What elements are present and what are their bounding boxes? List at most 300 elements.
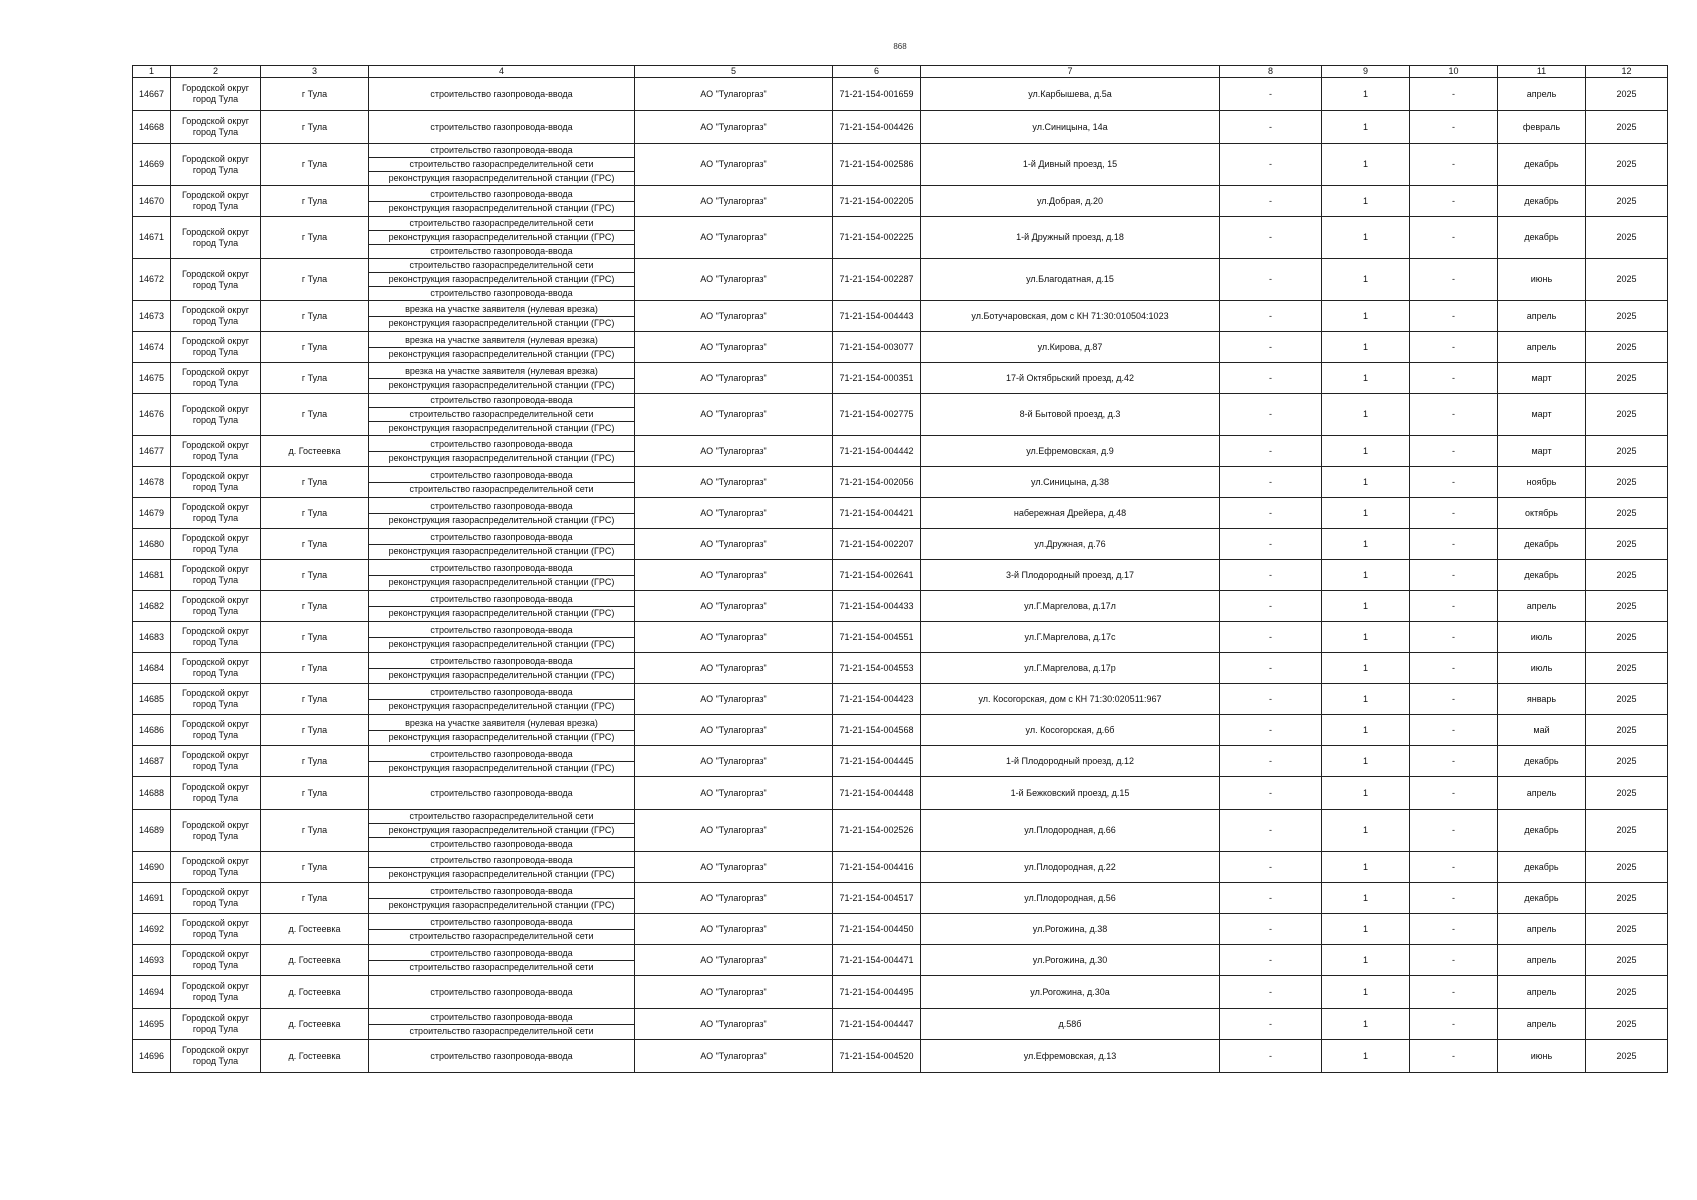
- table-row: [133, 529, 1668, 560]
- column-8-cell: -: [1220, 186, 1322, 217]
- address-cell: 8-й Бытовой проезд, д.3: [921, 394, 1220, 436]
- column-10-cell: -: [1410, 777, 1498, 810]
- year-cell: 2025: [1586, 1009, 1668, 1040]
- application-code-cell: 71-21-154-002287: [833, 259, 921, 301]
- month-cell: декабрь: [1498, 217, 1586, 259]
- application-code-cell: 71-21-154-002526: [833, 810, 921, 852]
- application-code-cell: 71-21-154-002775: [833, 394, 921, 436]
- column-header-8: 8: [1220, 66, 1322, 78]
- works-list: [369, 1050, 634, 1063]
- address-cell: ул.Плодородная, д.56: [921, 883, 1220, 914]
- row-number-cell: 14679: [133, 498, 171, 529]
- table-row: [133, 591, 1668, 622]
- municipality-cell: Городской округ город Тула: [171, 945, 261, 976]
- organization-cell: АО "Тулагоргаз": [635, 498, 833, 529]
- column-8-cell: -: [1220, 715, 1322, 746]
- row-number-cell: 14672: [133, 259, 171, 301]
- row-number-cell: 14689: [133, 810, 171, 852]
- municipality-cell: Городской округ город Тула: [171, 144, 261, 186]
- works-list: [369, 593, 634, 620]
- municipality-cell: Городской округ город Тула: [171, 883, 261, 914]
- application-code-cell: 71-21-154-004495: [833, 976, 921, 1009]
- locality-cell: г Тула: [261, 186, 369, 217]
- locality-cell: г Тула: [261, 144, 369, 186]
- column-9-cell: 1: [1322, 914, 1410, 945]
- row-number-cell: 14673: [133, 301, 171, 332]
- row-number-cell: 14691: [133, 883, 171, 914]
- work-item: реконструкция газораспределительной станции (ГРС): [369, 824, 634, 838]
- works-list: [369, 469, 634, 496]
- row-number-cell: 14680: [133, 529, 171, 560]
- year-cell: 2025: [1586, 259, 1668, 301]
- address-cell: 1-й Дивный проезд, 15: [921, 144, 1220, 186]
- column-10-cell: -: [1410, 186, 1498, 217]
- column-9-cell: 1: [1322, 111, 1410, 144]
- municipality-cell: Городской округ город Тула: [171, 560, 261, 591]
- works-cell: [369, 883, 635, 914]
- column-8-cell: -: [1220, 394, 1322, 436]
- column-8-cell: -: [1220, 746, 1322, 777]
- application-code-cell: 71-21-154-002586: [833, 144, 921, 186]
- column-10-cell: -: [1410, 363, 1498, 394]
- column-9-cell: 1: [1322, 777, 1410, 810]
- year-cell: 2025: [1586, 498, 1668, 529]
- column-10-cell: -: [1410, 653, 1498, 684]
- row-number-cell: 14683: [133, 622, 171, 653]
- row-number-cell: 14693: [133, 945, 171, 976]
- application-code-cell: 71-21-154-004426: [833, 111, 921, 144]
- column-9-cell: 1: [1322, 363, 1410, 394]
- works-list: [369, 438, 634, 465]
- work-item: строительство газопровода-ввода: [369, 947, 634, 961]
- column-10-cell: -: [1410, 332, 1498, 363]
- year-cell: 2025: [1586, 883, 1668, 914]
- year-cell: 2025: [1586, 111, 1668, 144]
- work-item: строительство газопровода-ввода: [369, 624, 634, 638]
- address-cell: ул.Рогожина, д.30: [921, 945, 1220, 976]
- municipality-cell: Городской округ город Тула: [171, 1040, 261, 1073]
- municipality-cell: Городской округ город Тула: [171, 914, 261, 945]
- column-10-cell: -: [1410, 436, 1498, 467]
- works-list: [369, 916, 634, 943]
- column-8-cell: -: [1220, 976, 1322, 1009]
- organization-cell: АО "Тулагоргаз": [635, 186, 833, 217]
- address-cell: 1-й Дружный проезд, д.18: [921, 217, 1220, 259]
- work-item: реконструкция газораспределительной станции (ГРС): [388, 317, 615, 328]
- year-cell: 2025: [1586, 560, 1668, 591]
- column-8-cell: -: [1220, 945, 1322, 976]
- row-number-cell: 14688: [133, 777, 171, 810]
- column-8-cell: -: [1220, 622, 1322, 653]
- application-code-cell: 71-21-154-002641: [833, 560, 921, 591]
- month-cell: март: [1498, 363, 1586, 394]
- works-list: [369, 144, 634, 185]
- work-item: врезка на участке заявителя (нулевая врезка): [369, 303, 634, 317]
- row-number-cell: 14674: [133, 332, 171, 363]
- work-item: реконструкция газораспределительной станции (ГРС): [388, 423, 615, 433]
- works-cell: [369, 332, 635, 363]
- year-cell: 2025: [1586, 810, 1668, 852]
- organization-cell: АО "Тулагоргаз": [635, 591, 833, 622]
- column-header-9: 9: [1322, 66, 1410, 78]
- month-cell: декабрь: [1498, 746, 1586, 777]
- column-10-cell: -: [1410, 684, 1498, 715]
- work-item: реконструкция газораспределительной станции (ГРС): [388, 638, 615, 649]
- works-cell: [369, 467, 635, 498]
- column-8-cell: -: [1220, 591, 1322, 622]
- year-cell: 2025: [1586, 467, 1668, 498]
- address-cell: ул.Плодородная, д.22: [921, 852, 1220, 883]
- month-cell: март: [1498, 394, 1586, 436]
- column-9-cell: 1: [1322, 394, 1410, 436]
- application-code-cell: 71-21-154-000351: [833, 363, 921, 394]
- address-cell: ул.Г.Маргелова, д.17р: [921, 653, 1220, 684]
- column-9-cell: 1: [1322, 810, 1410, 852]
- year-cell: 2025: [1586, 1040, 1668, 1073]
- row-number-cell: 14678: [133, 467, 171, 498]
- application-code-cell: 71-21-154-004450: [833, 914, 921, 945]
- application-code-cell: 71-21-154-002205: [833, 186, 921, 217]
- column-9-cell: 1: [1322, 560, 1410, 591]
- column-8-cell: -: [1220, 332, 1322, 363]
- organization-cell: АО "Тулагоргаз": [635, 394, 833, 436]
- locality-cell: г Тула: [261, 591, 369, 622]
- row-number-cell: 14667: [133, 78, 171, 111]
- locality-cell: г Тула: [261, 746, 369, 777]
- month-cell: июль: [1498, 653, 1586, 684]
- organization-cell: АО "Тулагоргаз": [635, 529, 833, 560]
- year-cell: 2025: [1586, 622, 1668, 653]
- municipality-cell: Городской округ город Тула: [171, 715, 261, 746]
- column-header-2: 2: [171, 66, 261, 78]
- column-10-cell: -: [1410, 622, 1498, 653]
- month-cell: декабрь: [1498, 186, 1586, 217]
- table-row: [133, 883, 1668, 914]
- municipality-cell: Городской округ город Тула: [171, 498, 261, 529]
- column-header-6: 6: [833, 66, 921, 78]
- column-9-cell: 1: [1322, 591, 1410, 622]
- column-10-cell: -: [1410, 259, 1498, 301]
- municipality-cell: Городской округ город Тула: [171, 622, 261, 653]
- month-cell: апрель: [1498, 78, 1586, 111]
- column-9-cell: 1: [1322, 653, 1410, 684]
- works-cell: [369, 186, 635, 217]
- month-cell: февраль: [1498, 111, 1586, 144]
- column-8-cell: -: [1220, 144, 1322, 186]
- column-header-11: 11: [1498, 66, 1586, 78]
- column-10-cell: -: [1410, 467, 1498, 498]
- work-item: строительство газопровода-ввода: [369, 854, 634, 868]
- organization-cell: АО "Тулагоргаз": [635, 467, 833, 498]
- table-row: [133, 332, 1668, 363]
- month-cell: апрель: [1498, 301, 1586, 332]
- work-item: строительство газопровода-ввода: [369, 748, 634, 762]
- locality-cell: г Тула: [261, 777, 369, 810]
- column-8-cell: -: [1220, 810, 1322, 852]
- column-header-5: 5: [635, 66, 833, 78]
- address-cell: ул.Дружная, д.76: [921, 529, 1220, 560]
- address-cell: д.58б: [921, 1009, 1220, 1040]
- organization-cell: АО "Тулагоргаз": [635, 945, 833, 976]
- application-code-cell: 71-21-154-004445: [833, 746, 921, 777]
- works-cell: [369, 653, 635, 684]
- work-item: реконструкция газораспределительной станции (ГРС): [388, 452, 615, 463]
- table-row: [133, 217, 1668, 259]
- locality-cell: г Тула: [261, 684, 369, 715]
- application-code-cell: 71-21-154-002056: [833, 467, 921, 498]
- column-8-cell: -: [1220, 883, 1322, 914]
- table-row: [133, 914, 1668, 945]
- works-list: [369, 500, 634, 527]
- works-cell: [369, 560, 635, 591]
- column-9-cell: 1: [1322, 186, 1410, 217]
- organization-cell: АО "Тулагоргаз": [635, 883, 833, 914]
- table-row: [133, 467, 1668, 498]
- work-item: строительство газопровода-ввода: [369, 593, 634, 607]
- row-number-cell: 14694: [133, 976, 171, 1009]
- works-list: [369, 259, 634, 300]
- column-8-cell: -: [1220, 1009, 1322, 1040]
- locality-cell: г Тула: [261, 259, 369, 301]
- column-10-cell: -: [1410, 914, 1498, 945]
- table-row: [133, 976, 1668, 1009]
- work-item: реконструкция газораспределительной станции (ГРС): [388, 762, 615, 773]
- work-item: реконструкция газораспределительной станции (ГРС): [388, 669, 615, 680]
- works-cell: [369, 777, 635, 810]
- address-cell: ул.Г.Маргелова, д.17с: [921, 622, 1220, 653]
- table-row: [133, 622, 1668, 653]
- column-10-cell: -: [1410, 498, 1498, 529]
- month-cell: апрель: [1498, 332, 1586, 363]
- row-number-cell: 14670: [133, 186, 171, 217]
- column-8-cell: -: [1220, 217, 1322, 259]
- application-code-cell: 71-21-154-004423: [833, 684, 921, 715]
- works-list: [369, 748, 634, 775]
- organization-cell: АО "Тулагоргаз": [635, 684, 833, 715]
- address-cell: ул.Карбышева, д.5а: [921, 78, 1220, 111]
- work-item: реконструкция газораспределительной станции (ГРС): [388, 899, 615, 910]
- table-row: [133, 653, 1668, 684]
- work-item: строительство газопровода-ввода: [430, 246, 573, 256]
- work-item: реконструкция газораспределительной станции (ГРС): [369, 231, 634, 245]
- work-item: строительство газораспределительной сети: [369, 408, 634, 422]
- address-cell: ул. Косогорская, дом с КН 71:30:020511:967: [921, 684, 1220, 715]
- row-number-cell: 14682: [133, 591, 171, 622]
- work-item: реконструкция газораспределительной станции (ГРС): [388, 868, 615, 879]
- application-code-cell: 71-21-154-004447: [833, 1009, 921, 1040]
- column-9-cell: 1: [1322, 622, 1410, 653]
- work-item: строительство газораспределительной сети: [409, 961, 594, 972]
- column-8-cell: -: [1220, 436, 1322, 467]
- organization-cell: АО "Тулагоргаз": [635, 746, 833, 777]
- work-item: строительство газораспределительной сети: [369, 158, 634, 172]
- work-item: строительство газопровода-ввода: [430, 121, 573, 132]
- year-cell: 2025: [1586, 591, 1668, 622]
- month-cell: декабрь: [1498, 529, 1586, 560]
- application-code-cell: 71-21-154-002207: [833, 529, 921, 560]
- column-8-cell: -: [1220, 259, 1322, 301]
- application-code-cell: 71-21-154-004433: [833, 591, 921, 622]
- works-list: [369, 217, 634, 258]
- works-list: [369, 365, 634, 392]
- column-8-cell: -: [1220, 914, 1322, 945]
- column-10-cell: -: [1410, 976, 1498, 1009]
- year-cell: 2025: [1586, 852, 1668, 883]
- work-item: реконструкция газораспределительной станции (ГРС): [388, 348, 615, 359]
- organization-cell: АО "Тулагоргаз": [635, 1040, 833, 1073]
- work-item: строительство газораспределительной сети: [369, 217, 634, 231]
- locality-cell: г Тула: [261, 852, 369, 883]
- municipality-cell: Городской округ город Тула: [171, 78, 261, 111]
- month-cell: апрель: [1498, 914, 1586, 945]
- work-item: строительство газопровода-ввода: [369, 188, 634, 202]
- organization-cell: АО "Тулагоргаз": [635, 560, 833, 591]
- organization-cell: АО "Тулагоргаз": [635, 1009, 833, 1040]
- work-item: реконструкция газораспределительной станции (ГРС): [388, 202, 615, 213]
- application-code-cell: 71-21-154-004442: [833, 436, 921, 467]
- column-9-cell: 1: [1322, 684, 1410, 715]
- locality-cell: г Тула: [261, 622, 369, 653]
- column-9-cell: 1: [1322, 78, 1410, 111]
- month-cell: декабрь: [1498, 883, 1586, 914]
- application-code-cell: 71-21-154-004568: [833, 715, 921, 746]
- work-item: строительство газопровода-ввода: [369, 686, 634, 700]
- address-cell: 1-й Плодородный проезд, д.12: [921, 746, 1220, 777]
- municipality-cell: Городской округ город Тула: [171, 976, 261, 1009]
- column-10-cell: -: [1410, 144, 1498, 186]
- column-9-cell: 1: [1322, 467, 1410, 498]
- work-item: строительство газопровода-ввода: [369, 655, 634, 669]
- work-item: реконструкция газораспределительной станции (ГРС): [369, 273, 634, 287]
- column-8-cell: -: [1220, 363, 1322, 394]
- address-cell: ул.Г.Маргелова, д.17л: [921, 591, 1220, 622]
- locality-cell: г Тула: [261, 394, 369, 436]
- address-cell: ул.Ефремовская, д.13: [921, 1040, 1220, 1073]
- works-list: [369, 394, 634, 435]
- locality-cell: д. Гостеевка: [261, 914, 369, 945]
- column-8-cell: -: [1220, 467, 1322, 498]
- address-cell: ул.Ботучаровская, дом с КН 71:30:010504:1023: [921, 301, 1220, 332]
- organization-cell: АО "Тулагоргаз": [635, 653, 833, 684]
- table-row: [133, 363, 1668, 394]
- column-9-cell: 1: [1322, 945, 1410, 976]
- month-cell: июнь: [1498, 1040, 1586, 1073]
- organization-cell: АО "Тулагоргаз": [635, 301, 833, 332]
- column-8-cell: -: [1220, 777, 1322, 810]
- month-cell: март: [1498, 436, 1586, 467]
- locality-cell: д. Гостеевка: [261, 1009, 369, 1040]
- column-8-cell: -: [1220, 852, 1322, 883]
- locality-cell: г Тула: [261, 883, 369, 914]
- row-number-cell: 14686: [133, 715, 171, 746]
- work-item: строительство газопровода-ввода: [369, 916, 634, 930]
- organization-cell: АО "Тулагоргаз": [635, 78, 833, 111]
- work-item: строительство газораспределительной сети: [409, 930, 594, 941]
- locality-cell: д. Гостеевка: [261, 976, 369, 1009]
- address-cell: ул.Благодатная, д.15: [921, 259, 1220, 301]
- column-10-cell: -: [1410, 217, 1498, 259]
- works-cell: [369, 1040, 635, 1073]
- work-item: строительство газопровода-ввода: [430, 787, 573, 798]
- works-cell: [369, 945, 635, 976]
- address-cell: ул.Плодородная, д.66: [921, 810, 1220, 852]
- municipality-cell: Городской округ город Тула: [171, 186, 261, 217]
- address-cell: ул.Рогожина, д.38: [921, 914, 1220, 945]
- column-10-cell: -: [1410, 883, 1498, 914]
- municipality-cell: Городской округ город Тула: [171, 810, 261, 852]
- table-row: [133, 301, 1668, 332]
- municipality-cell: Городской округ город Тула: [171, 111, 261, 144]
- year-cell: 2025: [1586, 301, 1668, 332]
- address-cell: набережная Дрейера, д.48: [921, 498, 1220, 529]
- application-code-cell: 71-21-154-004421: [833, 498, 921, 529]
- application-code-cell: 71-21-154-004416: [833, 852, 921, 883]
- organization-cell: АО "Тулагоргаз": [635, 976, 833, 1009]
- register-table: [132, 65, 1668, 1073]
- row-number-cell: 14687: [133, 746, 171, 777]
- organization-cell: АО "Тулагоргаз": [635, 363, 833, 394]
- work-item: реконструкция газораспределительной станции (ГРС): [388, 700, 615, 711]
- column-9-cell: 1: [1322, 144, 1410, 186]
- work-item: врезка на участке заявителя (нулевая врезка): [369, 334, 634, 348]
- work-item: реконструкция газораспределительной станции (ГРС): [388, 607, 615, 618]
- column-header-10: 10: [1410, 66, 1498, 78]
- table-row: [133, 684, 1668, 715]
- locality-cell: д. Гостеевка: [261, 1040, 369, 1073]
- application-code-cell: 71-21-154-004517: [833, 883, 921, 914]
- year-cell: 2025: [1586, 653, 1668, 684]
- column-9-cell: 1: [1322, 498, 1410, 529]
- table-row: [133, 945, 1668, 976]
- year-cell: 2025: [1586, 715, 1668, 746]
- month-cell: июнь: [1498, 259, 1586, 301]
- year-cell: 2025: [1586, 529, 1668, 560]
- works-list: [369, 531, 634, 558]
- month-cell: декабрь: [1498, 810, 1586, 852]
- month-cell: декабрь: [1498, 560, 1586, 591]
- locality-cell: г Тула: [261, 715, 369, 746]
- work-item: строительство газопровода-ввода: [369, 562, 634, 576]
- year-cell: 2025: [1586, 332, 1668, 363]
- municipality-cell: Городской округ город Тула: [171, 394, 261, 436]
- organization-cell: АО "Тулагоргаз": [635, 332, 833, 363]
- column-9-cell: 1: [1322, 1040, 1410, 1073]
- row-number-cell: 14685: [133, 684, 171, 715]
- month-cell: декабрь: [1498, 144, 1586, 186]
- municipality-cell: Городской округ город Тула: [171, 301, 261, 332]
- locality-cell: д. Гостеевка: [261, 945, 369, 976]
- address-cell: ул.Рогожина, д.30а: [921, 976, 1220, 1009]
- works-cell: [369, 715, 635, 746]
- works-cell: [369, 914, 635, 945]
- address-cell: ул.Ефремовская, д.9: [921, 436, 1220, 467]
- column-header-12: 12: [1586, 66, 1668, 78]
- municipality-cell: Городской округ город Тула: [171, 529, 261, 560]
- year-cell: 2025: [1586, 746, 1668, 777]
- organization-cell: АО "Тулагоргаз": [635, 715, 833, 746]
- column-10-cell: -: [1410, 529, 1498, 560]
- works-cell: [369, 144, 635, 186]
- column-8-cell: -: [1220, 301, 1322, 332]
- year-cell: 2025: [1586, 914, 1668, 945]
- column-9-cell: 1: [1322, 746, 1410, 777]
- month-cell: июль: [1498, 622, 1586, 653]
- year-cell: 2025: [1586, 976, 1668, 1009]
- column-8-cell: -: [1220, 560, 1322, 591]
- works-cell: [369, 684, 635, 715]
- row-number-cell: 14671: [133, 217, 171, 259]
- works-list: [369, 562, 634, 589]
